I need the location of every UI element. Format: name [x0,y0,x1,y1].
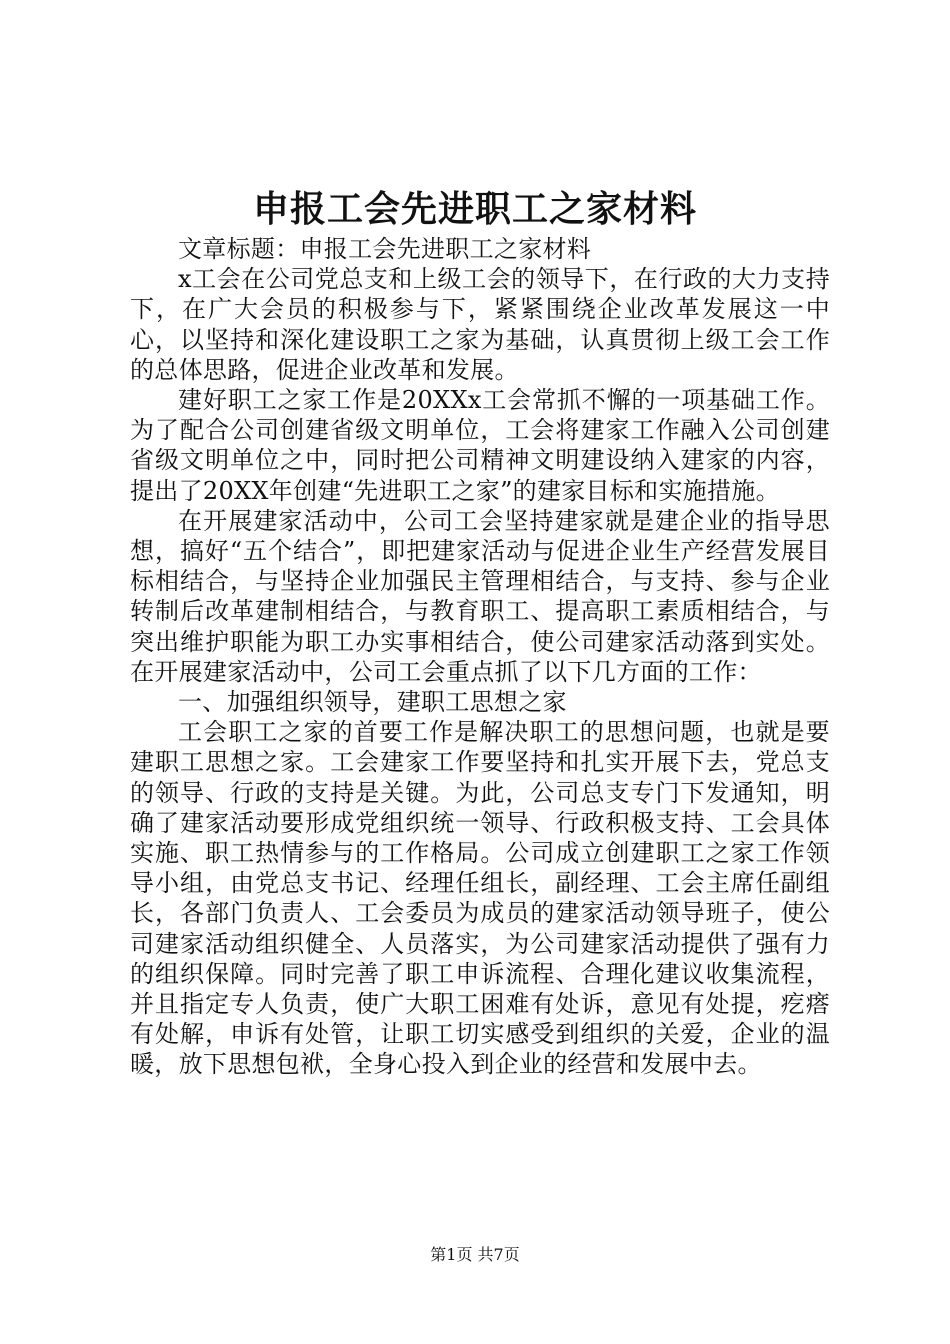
paragraph-article-heading: 文章标题：申报工会先进职工之家材料 [178,235,592,263]
section-heading-one: 一、加强组织领导，建职工思想之家 [178,688,567,717]
paragraph-intro: x工会在公司党总支和上级工会的领导下，在行政的大力支持下，在广大会员的积极参与下，紧紧围绕企业改革发展这一中心，以坚持和深化建设职工之家为基础，认真贯彻上级工会工作的总体思路，促进企业改革和发展。 [130,265,830,384]
paragraph-background: 建好职工之家工作是20XXx工会常抓不懈的一项基础工作。为了配合公司创建省级文明单位，工会将建家工作融入公司创建省级文明单位之中，同时把公司精神文明建设纳入建家的内容，提出了20XX年创建“先进职工之家”的建家目标和实施措施。 [130,386,830,505]
paragraph-section-one: 工会职工之家的首要工作是解决职工的思想问题，也就是要建职工思想之家。工会建家工作要坚持和扎实开展下去，党总支的领导、行政的支持是关键。为此，公司总支专门下发通知，明确了建家活动要形成党组织统一领导、行政积极支持、工会具体实施、职工热情参与的工作格局。公司成立创建职工之家工作领导小组，由党总支书记、经理任组长，副经理、工会主席任副组长，各部门负责人、工会委员为成员的建家活动领导班子，使公司建家活动组织健全、人员落实，为公司建家活动提供了强有力的组织保障。同时完善了职工申诉流程、合理化建议收集流程，并且指定专人负责，使广大职工困难有处诉，意见有处提，疙瘩有处解，申诉有处管，让职工切实感受到组织的关爱，企业的温暖，放下思想包袱，全身心投入到企业的经营和发展中去。 [130,718,830,1079]
document-body [130,234,830,1080]
page-number: 第1页 共7页 [430,1245,520,1264]
document-title: 申报工会先进职工之家材料 [252,189,697,230]
paragraph-five-combinations: 在开展建家活动中，公司工会坚持建家就是建企业的指导思想，搞好“五个结合”，即把建家活动与促进企业生产经营发展目标相结合，与坚持企业加强民主管理相结合，与支持、参与企业转制后改革建制相结合，与教育职工、提高职工素质相结合，与突出维护职能为职工办实事相结合，使公司建家活动落到实处。在开展建家活动中，公司工会重点抓了以下几方面的工作： [130,506,830,686]
